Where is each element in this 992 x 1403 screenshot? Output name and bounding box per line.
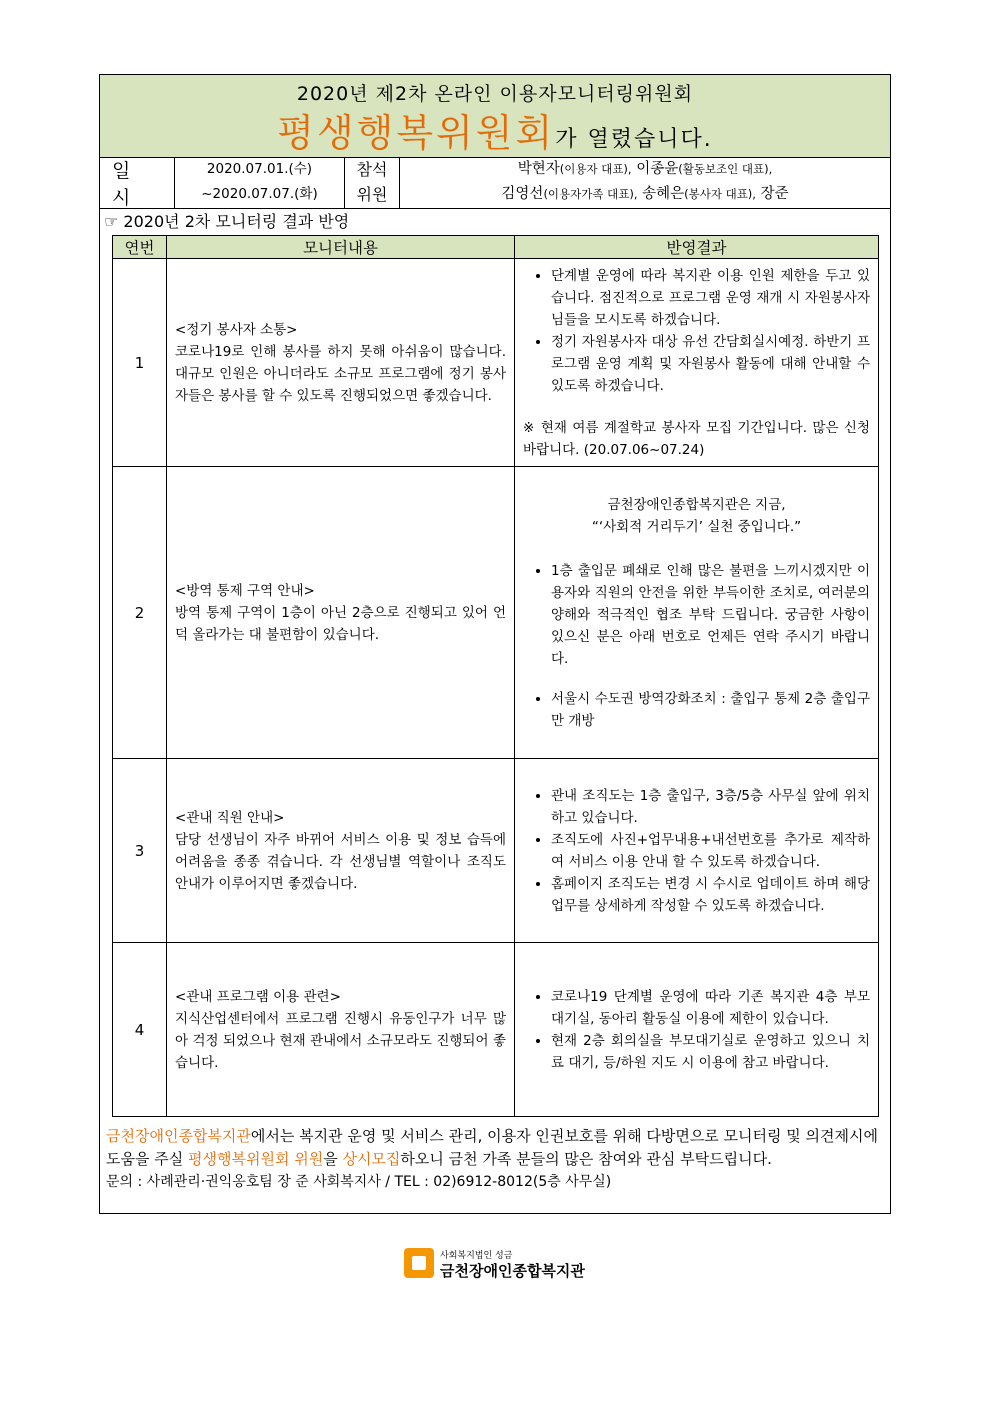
header-title-rest: 가 열렸습니다. (555, 127, 713, 152)
date-line-1: 2020.07.01.(수) (206, 161, 313, 177)
logo-subtitle: 사회복지법인 성금 (440, 1251, 513, 1261)
result-note: ※ 현재 여름 계절학교 봉사자 모집 기간입니다. 많은 신청 바랍니다. (20.07.06~07.24) (523, 419, 870, 458)
header (100, 75, 890, 158)
row-number: 3 (113, 759, 167, 943)
footer-contact: 문의 : 사례관리·권익옹호팀 장 준 사회복지사 / TEL : 02)6912-8012(5층 사무실) (106, 1174, 612, 1190)
result-center-line: 금천장애인종합복지관은 지금, (607, 496, 786, 513)
footer-message (106, 1125, 884, 1171)
row-content (167, 759, 515, 943)
attendee-role: (이용자 대표), (559, 162, 632, 176)
attendees-label-1: 참석 (356, 160, 388, 179)
row-content (167, 259, 515, 467)
row-number: 2 (113, 467, 167, 759)
row-title: <방역 통제 구역 안내> (175, 582, 315, 599)
table-row (113, 943, 879, 1117)
table-row (113, 759, 879, 943)
result-item: • 코로나19 단계별 운영에 따라 기존 복지관 4층 부모 대기실, 동아리 활동실 이용에 제한이 있습니다. (551, 986, 870, 1030)
col-header-result: 반영결과 (515, 236, 879, 259)
row-content (167, 943, 515, 1117)
info-row (100, 157, 890, 209)
footer-text-3: 하오니 금천 가족 분들의 많은 참여와 관심 부탁드립니다. (400, 1150, 772, 1168)
row-body: 담당 선생님이 자주 바뀌어 서비스 이용 및 정보 습득에 어려움을 종종 겪습니다. 각 선생님별 역할이나 조직도 안내가 이루어지면 좋겠습니다. (175, 831, 506, 892)
org-logo (404, 1246, 594, 1282)
attendee-name: 박현자 (517, 161, 560, 177)
row-result (515, 759, 879, 943)
result-list (523, 265, 870, 397)
result-center-line: “‘사회적 거리두기’ 실천 중입니다.” (591, 518, 802, 535)
attendee-role: (봉사자 대표), (684, 187, 756, 201)
attendees-label-2: 위원 (356, 185, 388, 204)
attendees-line-2 (400, 182, 890, 207)
footer (106, 1125, 884, 1194)
row-content (167, 467, 515, 759)
result-item: • 관내 조직도는 1층 출입구, 3층/5층 사무실 앞에 위치하고 있습니다. (551, 785, 870, 829)
attendees-list (400, 157, 890, 208)
attendee-name: 이종윤 (631, 161, 679, 177)
table-header-row (113, 236, 879, 259)
row-result (515, 943, 879, 1117)
attendees-label (345, 157, 400, 208)
result-list (523, 785, 870, 917)
footer-recruit: 상시모집 (342, 1150, 401, 1168)
attendee-role: (활동보조인 대표), (678, 162, 773, 176)
square-logo-icon (404, 1248, 434, 1278)
header-title-big: 평생행복위원회 (277, 111, 556, 155)
result-item: • 현재 2층 회의실을 부모대기실로 운영하고 있으니 치료 대기, 등/하원 지도 시 이용에 참고 바랍니다. (551, 1030, 870, 1074)
footer-org: 금천장애인종합복지관 (106, 1127, 251, 1145)
footer-text-1: 에서는 복지관 운영 및 서비스 관리, 이용자 인권보호를 위해 다방면으로 모니터링 및 의견제시에 도움을 주실 (106, 1127, 879, 1168)
row-number: 1 (113, 259, 167, 467)
section-title: ☞ 2020년 2차 모니터링 결과 반영 (104, 212, 350, 231)
row-body: 지식산업센터에서 프로그램 진행시 유동인구가 너무 많아 걱정 되었으나 현재 관내에서 소규모라도 진행되어 좋습니다. (175, 1010, 506, 1071)
date-label: 일 시 (100, 157, 175, 208)
result-list (523, 986, 870, 1074)
result-item: • 조직도에 사진+업무내용+내선번호를 추가로 제작하여 서비스 이용 안내 할 수 있도록 하겠습니다. (551, 829, 870, 873)
row-title: <관내 직원 안내> (175, 809, 285, 826)
logo-name: 금천장애인종합복지관 (440, 1262, 585, 1280)
document (99, 74, 891, 1214)
attendee-name: 김영선 (501, 186, 544, 202)
row-body: 코로나19로 인해 봉사를 하지 못해 아쉬움이 많습니다. 대규모 인원은 아니더라도 소규모 프로그램에 정기 봉사자들은 봉사를 할 수 있도록 진행되었으면 좋겠습니다. (175, 343, 506, 404)
header-subtitle: 2020년 제2차 온라인 이용자모니터링위원회 (296, 83, 694, 105)
attendee-name: 송혜은 (637, 186, 685, 202)
table-row (113, 259, 879, 467)
result-item: • 단계별 운영에 따라 복지관 이용 인원 제한을 두고 있습니다. 점진적으로 프로그램 운영 재개 시 자원봉사자님들을 모시도록 하겠습니다. (551, 265, 870, 331)
row-result (515, 259, 879, 467)
date-value (175, 157, 345, 208)
result-item: • 서울시 수도권 방역강화조치 : 출입구 통제 2층 출입구만 개방 (551, 688, 870, 732)
row-title: <관내 프로그램 이용 관련> (175, 988, 341, 1005)
attendee-role: (이용자가족 대표), (543, 187, 638, 201)
result-item: • 1층 출입문 폐쇄로 인해 많은 불편을 느끼시겠지만 이용자와 직원의 안전을 위한 부득이한 조치로, 여러분의 양해와 적극적인 협조 부탁 드립니다. 궁금한 사항이 있으신 분은 아래 번호로 언제든 연락 주시기 바랍니다. (551, 560, 870, 670)
result-item: • 정기 자원봉사자 대상 유선 간담회실시예정. 하반기 프로그램 운영 계획 및 자원봉사 활동에 대해 안내할 수 있도록 하겠습니다. (551, 331, 870, 397)
results-table (112, 235, 879, 1117)
col-header-content: 모니터내용 (167, 236, 515, 259)
table-row (113, 467, 879, 759)
date-line-2: ~2020.07.07.(화) (201, 186, 318, 202)
result-list (523, 560, 870, 732)
row-body: 방역 통제 구역이 1층이 아닌 2층으로 진행되고 있어 언덕 올라가는 대 불편함이 있습니다. (175, 604, 506, 643)
header-title (100, 102, 890, 157)
footer-text-2: 을 (323, 1150, 343, 1168)
row-number: 4 (113, 943, 167, 1117)
attendees-line-1 (400, 157, 890, 182)
col-header-no: 연번 (113, 236, 167, 259)
row-title: <정기 봉사자 소통> (175, 321, 298, 338)
attendee-name: 장준 (755, 186, 789, 202)
footer-committee: 평생행복위원회 위원 (188, 1150, 324, 1168)
result-item: • 홈페이지 조직도는 변경 시 수시로 업데이트 하며 해당 업무를 상세하게 작성할 수 있도록 하겠습니다. (551, 873, 870, 917)
row-result (515, 467, 879, 759)
